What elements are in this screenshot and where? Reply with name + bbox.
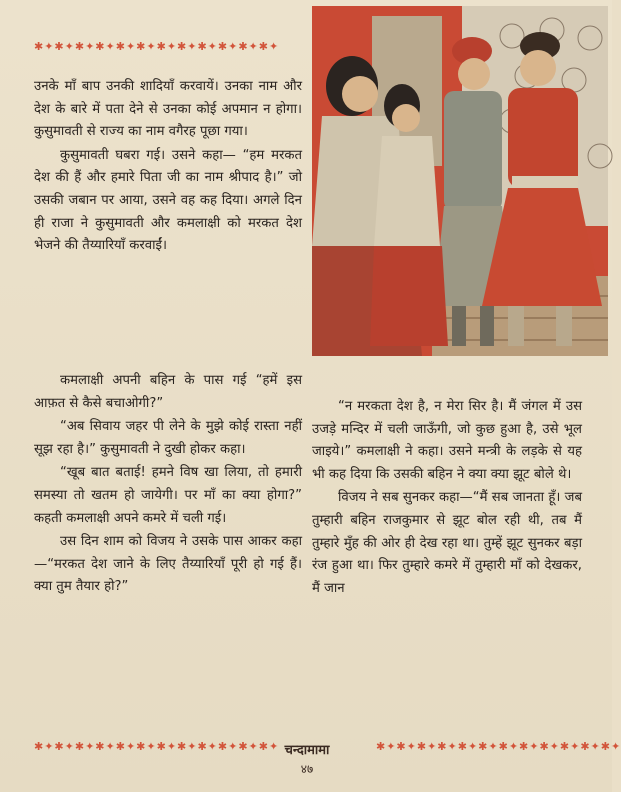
paragraph: उस दिन शाम को विजय ने उसके पास आकर कहा—“मरकत देश जाने के लिए तैय्यारियाँ पूरी हो गई हैं। क्या तुम तैयार हो?” (34, 534, 302, 595)
paragraph: “अब सिवाय जहर पी लेने के मुझे कोई रास्ता नहीं सूझ रहा है।” कुसुमावती ने दुखी होकर कहा। (34, 419, 302, 457)
paragraph: “न मरकता देश है, न मेरा सिर है। मैं जंगल में उस उजड़े मन्दिर में चली जाऊँगी, जो कुछ हुआ है, उसे भूल जाइये।” कमलाक्षी ने कहा। उसने मन्त्री के लड़के से यह भी कह दिया कि उसकी बहिन ने क्या क्या झूट बोले थे। (312, 399, 582, 482)
illustration-drawing (312, 6, 608, 356)
magazine-name: चन्दामामा (284, 743, 330, 758)
paragraph: “खूब बात बताई! हमने विष खा लिया, तो हमारी समस्या तो खतम हो जायेगी। पर माँ का क्या होगा?” कहती कमलाक्षी अपने कमरे में चली गई। (34, 465, 302, 526)
left-column-bottom (34, 370, 302, 600)
right-column (312, 396, 582, 601)
paragraph: विजय ने सब सुनकर कहा—“मैं सब जानता हूँ। जब तुम्हारी बहिन राजकुमार से झूट बोल रही थी, तब मैं तुम्हारे मुँह की ओर ही देख रहा था। तुम्हें झूट सुनकर बड़ा रंज हुआ था। फिर तुम्हारे कमरे में तुम्हारी माँ को देखकर, मैं जान (312, 490, 582, 596)
paragraph: उनके माँ बाप उनकी शादियाँ करवायें। उनका नाम और देश के बारे में पता देने से उनका कोई अपमान न होगा। कुसुमावती से राज्य का नाम वगैरह पूछा गया। (34, 79, 302, 140)
footer-ornament-right: ✱✦✱✦✱✦✱✦✱✦✱✦✱✦✱✦✱✦✱✦✱✦✱✦ (376, 740, 621, 753)
story-illustration (312, 6, 608, 356)
paragraph: कमलाक्षी अपनी बहिन के पास गई “हमें इस आफ़त से कैसे बचाओगी?” (34, 373, 302, 411)
page-number: ४७ (300, 762, 314, 776)
top-ornament-border: ✱✦✱✦✱✦✱✦✱✦✱✦✱✦✱✦✱✦✱✦✱✦✱✦ (34, 40, 280, 53)
paragraph: कुसुमावती घबरा गई। उसने कहा— “हम मरकत देश की हैं और हमारे पिता जी का नाम श्रीपाद है।” जो उसकी जबान पर आया, उसने वह कह दिया। अगले दिन ही राजा ने कुसुमावती और कमलाक्षी को मरकत देश भेजने की तैय्यारियाँ करवाईं। (34, 147, 302, 254)
footer-ornament-left: ✱✦✱✦✱✦✱✦✱✦✱✦✱✦✱✦✱✦✱✦✱✦✱✦ (34, 740, 280, 753)
left-column-top (34, 76, 302, 259)
